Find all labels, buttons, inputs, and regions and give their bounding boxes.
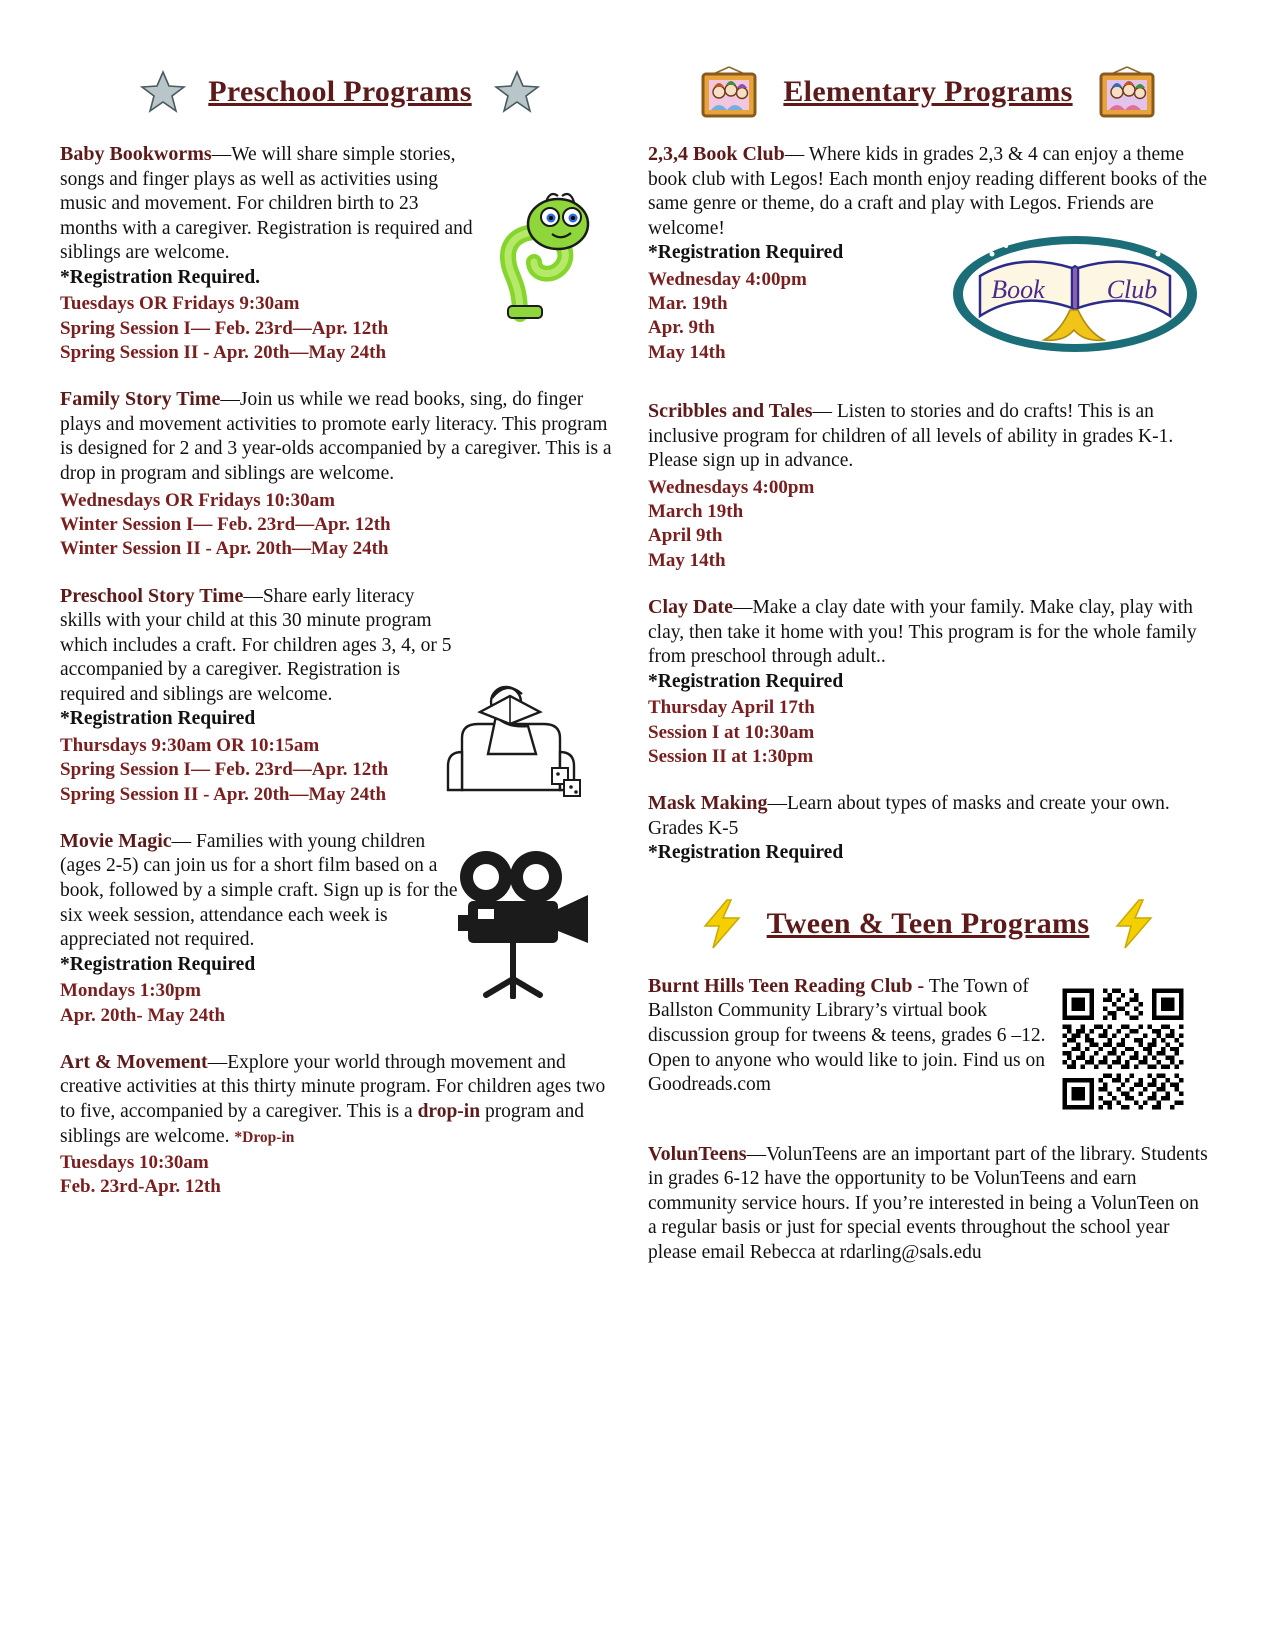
date-line: Tuesdays OR Fridays 9:30am [60, 293, 300, 315]
program-dates [60, 1151, 620, 1200]
program-desc: —VolunTeens are an important part of the library. Students in grades 6-12 have the opportunity to be VolunTeens and earn community service hours. If you’re interested in being a VolunTeen on a regular basis or just for special events throughout the school year please email Rebecca at rdarling@sals.edu [648, 1143, 1208, 1263]
registration-note: *Registration Required [60, 953, 256, 975]
program-text [648, 142, 1208, 241]
elementary-and-teen-column [648, 60, 1208, 1288]
program-desc: — Where kids in grades 2,3 & 4 can enjoy a theme book club with Legos! Each month enjoy reading different books of the same genre or theme, do a craft and play with Legos. Friends are welcome! [648, 144, 1208, 239]
preschool-title: Preschool Programs [208, 75, 472, 108]
elementary-section-header [648, 60, 1208, 124]
program-text [60, 142, 480, 266]
worm-illustration [490, 184, 610, 324]
program-art-and-movement [60, 1050, 620, 1200]
program-mask-making [648, 791, 1208, 866]
program-name: VolunTeens [648, 1142, 747, 1165]
program-desc: —Make a clay date with your family. Make clay, play with clay, then take it home with you! This program is for the whole family from preschool through adult.. [648, 597, 1197, 668]
program-movie-magic [60, 829, 620, 1028]
program-dates [60, 489, 620, 562]
lightning-bolt-icon [699, 898, 745, 950]
date-line: May 14th [648, 341, 726, 363]
elementary-title: Elementary Programs [783, 75, 1073, 108]
registration-note: *Registration Required [648, 242, 844, 264]
picture-frame-icon [1095, 65, 1159, 119]
registration-note: *Registration Required [648, 670, 844, 692]
registration-note: *Registration Required. [60, 266, 261, 288]
program-text [60, 584, 460, 708]
program-dates [648, 476, 1208, 573]
program-preschool-story-time [60, 584, 620, 807]
preschool-section-header [60, 60, 620, 124]
program-name: Preschool Story Time [60, 584, 244, 607]
preschool-column [60, 60, 620, 1288]
program-text [60, 829, 460, 953]
qr-code[interactable] [1058, 984, 1188, 1114]
program-volunteens [648, 1142, 1208, 1266]
program-name: Scribbles and Tales [648, 400, 813, 423]
svg-text:Book: Book [991, 275, 1045, 304]
lightning-bolt-icon [1111, 898, 1157, 950]
program-dates [648, 696, 1208, 769]
picture-frame-icon [697, 65, 761, 119]
program-teen-reading-club [648, 974, 1208, 1098]
program-desc: —Learn about types of masks and create your own. Grades K-5 [648, 793, 1170, 839]
program-desc: — Listen to stories and do crafts! This is an inclusive program for children of all levels of ability in grades K-1. Please sign up in advance. [648, 401, 1174, 472]
program-desc: The Town of Ballston Community Library’s virtual book discussion group for tweens & teens, grades 6 –12. Open to anyone who would like to join. Find us on Goodreads.com [648, 975, 1046, 1096]
program-desc-part1: —Explore your world through movement and creative activities at this thirty minute program. For children ages two to five, accompanied by a caregiver. This is a [60, 1051, 606, 1122]
date-line: March 19th [648, 501, 744, 523]
program-family-story-time [60, 387, 620, 561]
program-text [648, 791, 1208, 841]
teen-section-header [648, 892, 1208, 956]
date-line: May 14th [648, 549, 726, 571]
program-desc: —Share early literacy skills with your child at this 30 minute program which includes a craft. For children ages 3, 4, or 5 accompanied by a caregiver. Registration is required and siblings are welcome. [60, 585, 452, 705]
date-line: Apr. 20th- May 24th [60, 1004, 226, 1026]
date-line: Session II at 1:30pm [648, 745, 814, 767]
program-name: Art & Movement [60, 1050, 208, 1073]
program-name: Movie Magic [60, 829, 172, 852]
date-line: Spring Session I— Feb. 23rd—Apr. 12th [60, 759, 389, 781]
date-line: Winter Session I— Feb. 23rd—Apr. 12th [60, 513, 391, 535]
date-line: Session I at 10:30am [648, 721, 815, 743]
program-name: Burnt Hills Teen Reading Club - [648, 974, 925, 997]
date-line: Thursdays 9:30am OR 10:15am [60, 734, 320, 756]
date-line: Wednesdays 4:00pm [648, 476, 815, 498]
date-line: Wednesday 4:00pm [648, 268, 807, 290]
program-desc: — Families with young children (ages 2-5) can join us for a short film based on a book, followed by a simple craft. Sign up is for the six week session, attendance each week is appreciated not required. [60, 830, 458, 951]
date-line: Spring Session I— Feb. 23rd—Apr. 12th [60, 317, 389, 339]
registration-note: *Registration Required [648, 842, 844, 864]
program-text [648, 1142, 1208, 1266]
star-icon [140, 69, 186, 115]
program-name: Family Story Time [60, 388, 221, 411]
program-desc: —We will share simple stories, songs and finger plays as well as activities using music and movement. For children birth to 23 months with a caregiver. Registration is required and siblings are welcome. [60, 144, 473, 264]
date-line: Mondays 1:30pm [60, 980, 201, 1002]
program-dates [648, 268, 978, 365]
star-icon [494, 69, 540, 115]
registration-note: *Registration Required [60, 708, 256, 730]
program-text [60, 1050, 620, 1149]
date-line: Thursday April 17th [648, 697, 815, 719]
program-clay-date [648, 595, 1208, 769]
date-line: April 9th [648, 525, 723, 547]
date-line: Mar. 19th [648, 293, 728, 315]
program-desc-part2: program and siblings are welcome. [60, 1100, 585, 1147]
program-name: Baby Bookworms [60, 143, 212, 165]
teen-title: Tween & Teen Programs [766, 906, 1090, 940]
date-line: Wednesdays OR Fridays 10:30am [60, 489, 335, 511]
reading-person-illustration [440, 668, 590, 808]
program-text [648, 399, 1208, 474]
date-line: Apr. 9th [648, 317, 715, 339]
date-line: Tuesdays 10:30am [60, 1152, 209, 1174]
program-scribbles-and-tales [648, 399, 1208, 573]
program-name: Mask Making [648, 792, 768, 815]
program-desc: —Join us while we read books, sing, do finger plays and movement activities to promote early literacy. This program is designed for 2 and 3 year-olds accompanied by a caregiver. This is a drop in program and siblings are welcome. [60, 389, 612, 484]
program-name: 2,3,4 Book Club [648, 143, 785, 165]
date-line: Spring Session II - Apr. 20th—May 24th [60, 342, 387, 363]
program-name: Clay Date [648, 596, 733, 618]
date-line: Winter Session II - Apr. 20th—May 24th [60, 538, 389, 560]
two-column-layout [60, 60, 1220, 1288]
program-baby-bookworms [60, 142, 620, 365]
date-line: Feb. 23rd-Apr. 12th [60, 1176, 221, 1198]
movie-projector-illustration [428, 839, 608, 999]
date-line: Spring Session II - Apr. 20th—May 24th [60, 783, 387, 805]
program-book-club [648, 142, 1208, 365]
program-desc-emphasis: drop-in [417, 1100, 481, 1122]
program-text [60, 387, 620, 486]
svg-text:Club: Club [1106, 275, 1158, 304]
registration-note: *Drop-in [234, 1128, 295, 1146]
program-text [648, 595, 1208, 670]
program-text [648, 974, 1048, 1098]
book-club-logo [950, 228, 1200, 358]
